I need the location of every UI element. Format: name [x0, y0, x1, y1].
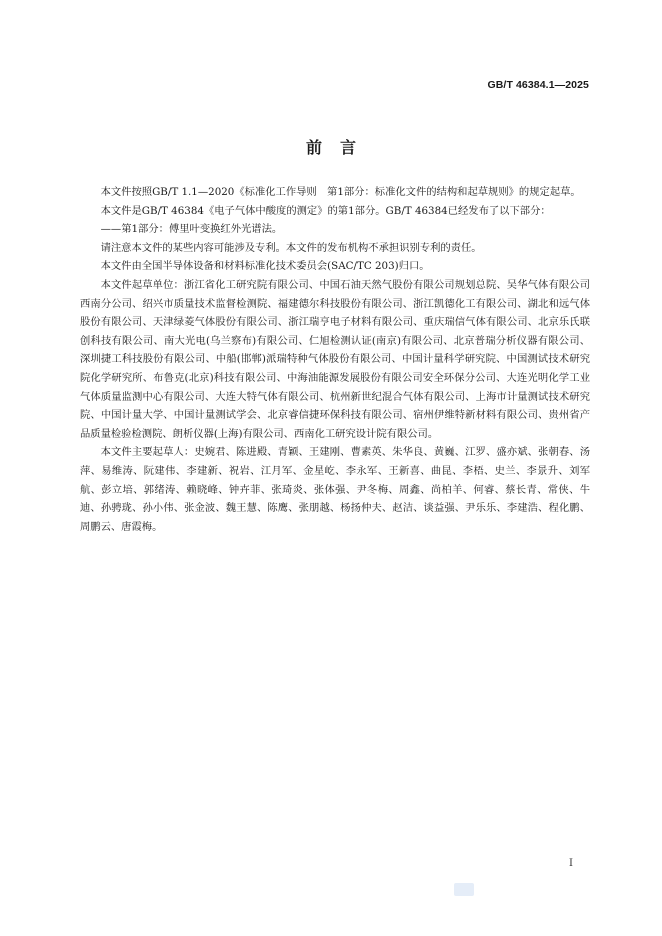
standard-number: GB/T 46384.1—2025 [487, 79, 589, 91]
paragraph-drafters: 本文件主要起草人：史婉君、陈进殿、青颖、王建刚、曹素英、朱华良、黄巍、江罗、盛亦斌、张朝春、汤萍、易维涛、阮建伟、李建新、祝岩、江月军、金星屹、李永军、王新喜、曲昆、李梧、史兰、李景升、刘军航、彭立培、郭绪涛、赖晓峰、钟卉菲、张琦炎、张体强、尹冬梅、周鑫、尚柏羊、何睿、蔡长青、常侠、牛迪、孙骋珑、孙小伟、张金波、魏王慧、陈鹰、张朋越、杨扬仲夫、赵洁、谈益强、尹乐乐、李建浩、程化鹏、周鹏云、唐霞梅。 [80, 446, 590, 533]
paragraph-patent-notice: 请注意本文件的某些内容可能涉及专利。本文件的发布机构不承担识别专利的责任。 [100, 241, 482, 254]
paragraph-part-list-item: ——第1部分：傅里叶变换红外光谱法。 [100, 223, 283, 236]
foreword-body [80, 183, 590, 536]
paragraph-drafting-rules: 本文件按照GB/T 1.1—2020《标准化工作导则 第1部分：标准化文件的结构和起草规则》的规定起草。 [100, 186, 581, 198]
paragraph-drafting-organizations: 本文件起草单位：浙江省化工研究院有限公司、中国石油天然气股份有限公司规划总院、吴华气体有限公司西南分公司、绍兴市质量技术监督检测院、福建德尔科技股份有限公司、浙江凯德化工有限公司、湖北和远气体股份有限公司、天津绿菱气体股份有限公司、浙江瑞亨电子材料有限公司、重庆瑞信气体有限公司、北京乐氏联创科技有限公司、南大光电(乌兰察布)有限公司、仁旭检测认证(南京)有限公司、北京普瑞分析仪器有限公司、深圳捷工科技股份有限公司、中船(邯郸)派瑞特种气体股份有限公司、中国计量科学研究院、中国测试技术研究院化学研究所、布鲁克(北京)科技有限公司、中海油能源发展股份有限公司安全环保分公司、大连光明化学工业气体质量监测中心有限公司、大连大特气体有限公司、杭州新世纪混合气体有限公司、上海市计量测试技术研究院、中国计量大学、中国计量测试学会、北京睿信捷环保科技有限公司、宿州伊维特新材料有限公司、贵州省产品质量检验检测院、朗析仪器(上海)有限公司、西南化工研究设计院有限公司。 [80, 278, 590, 440]
page-number: I [569, 858, 573, 869]
paragraph-committee: 本文件由全国半导体设备和材料标准化技术委员会(SAC/TC 203)归口。 [100, 260, 430, 273]
watermark-logo-icon [454, 883, 474, 896]
page-title: 前言 [305, 138, 374, 157]
paragraph-part-description: 本文件是GB/T 46384《电子气体中酸度的测定》的第1部分。GB/T 46384已经发布了以下部分： [100, 204, 551, 217]
